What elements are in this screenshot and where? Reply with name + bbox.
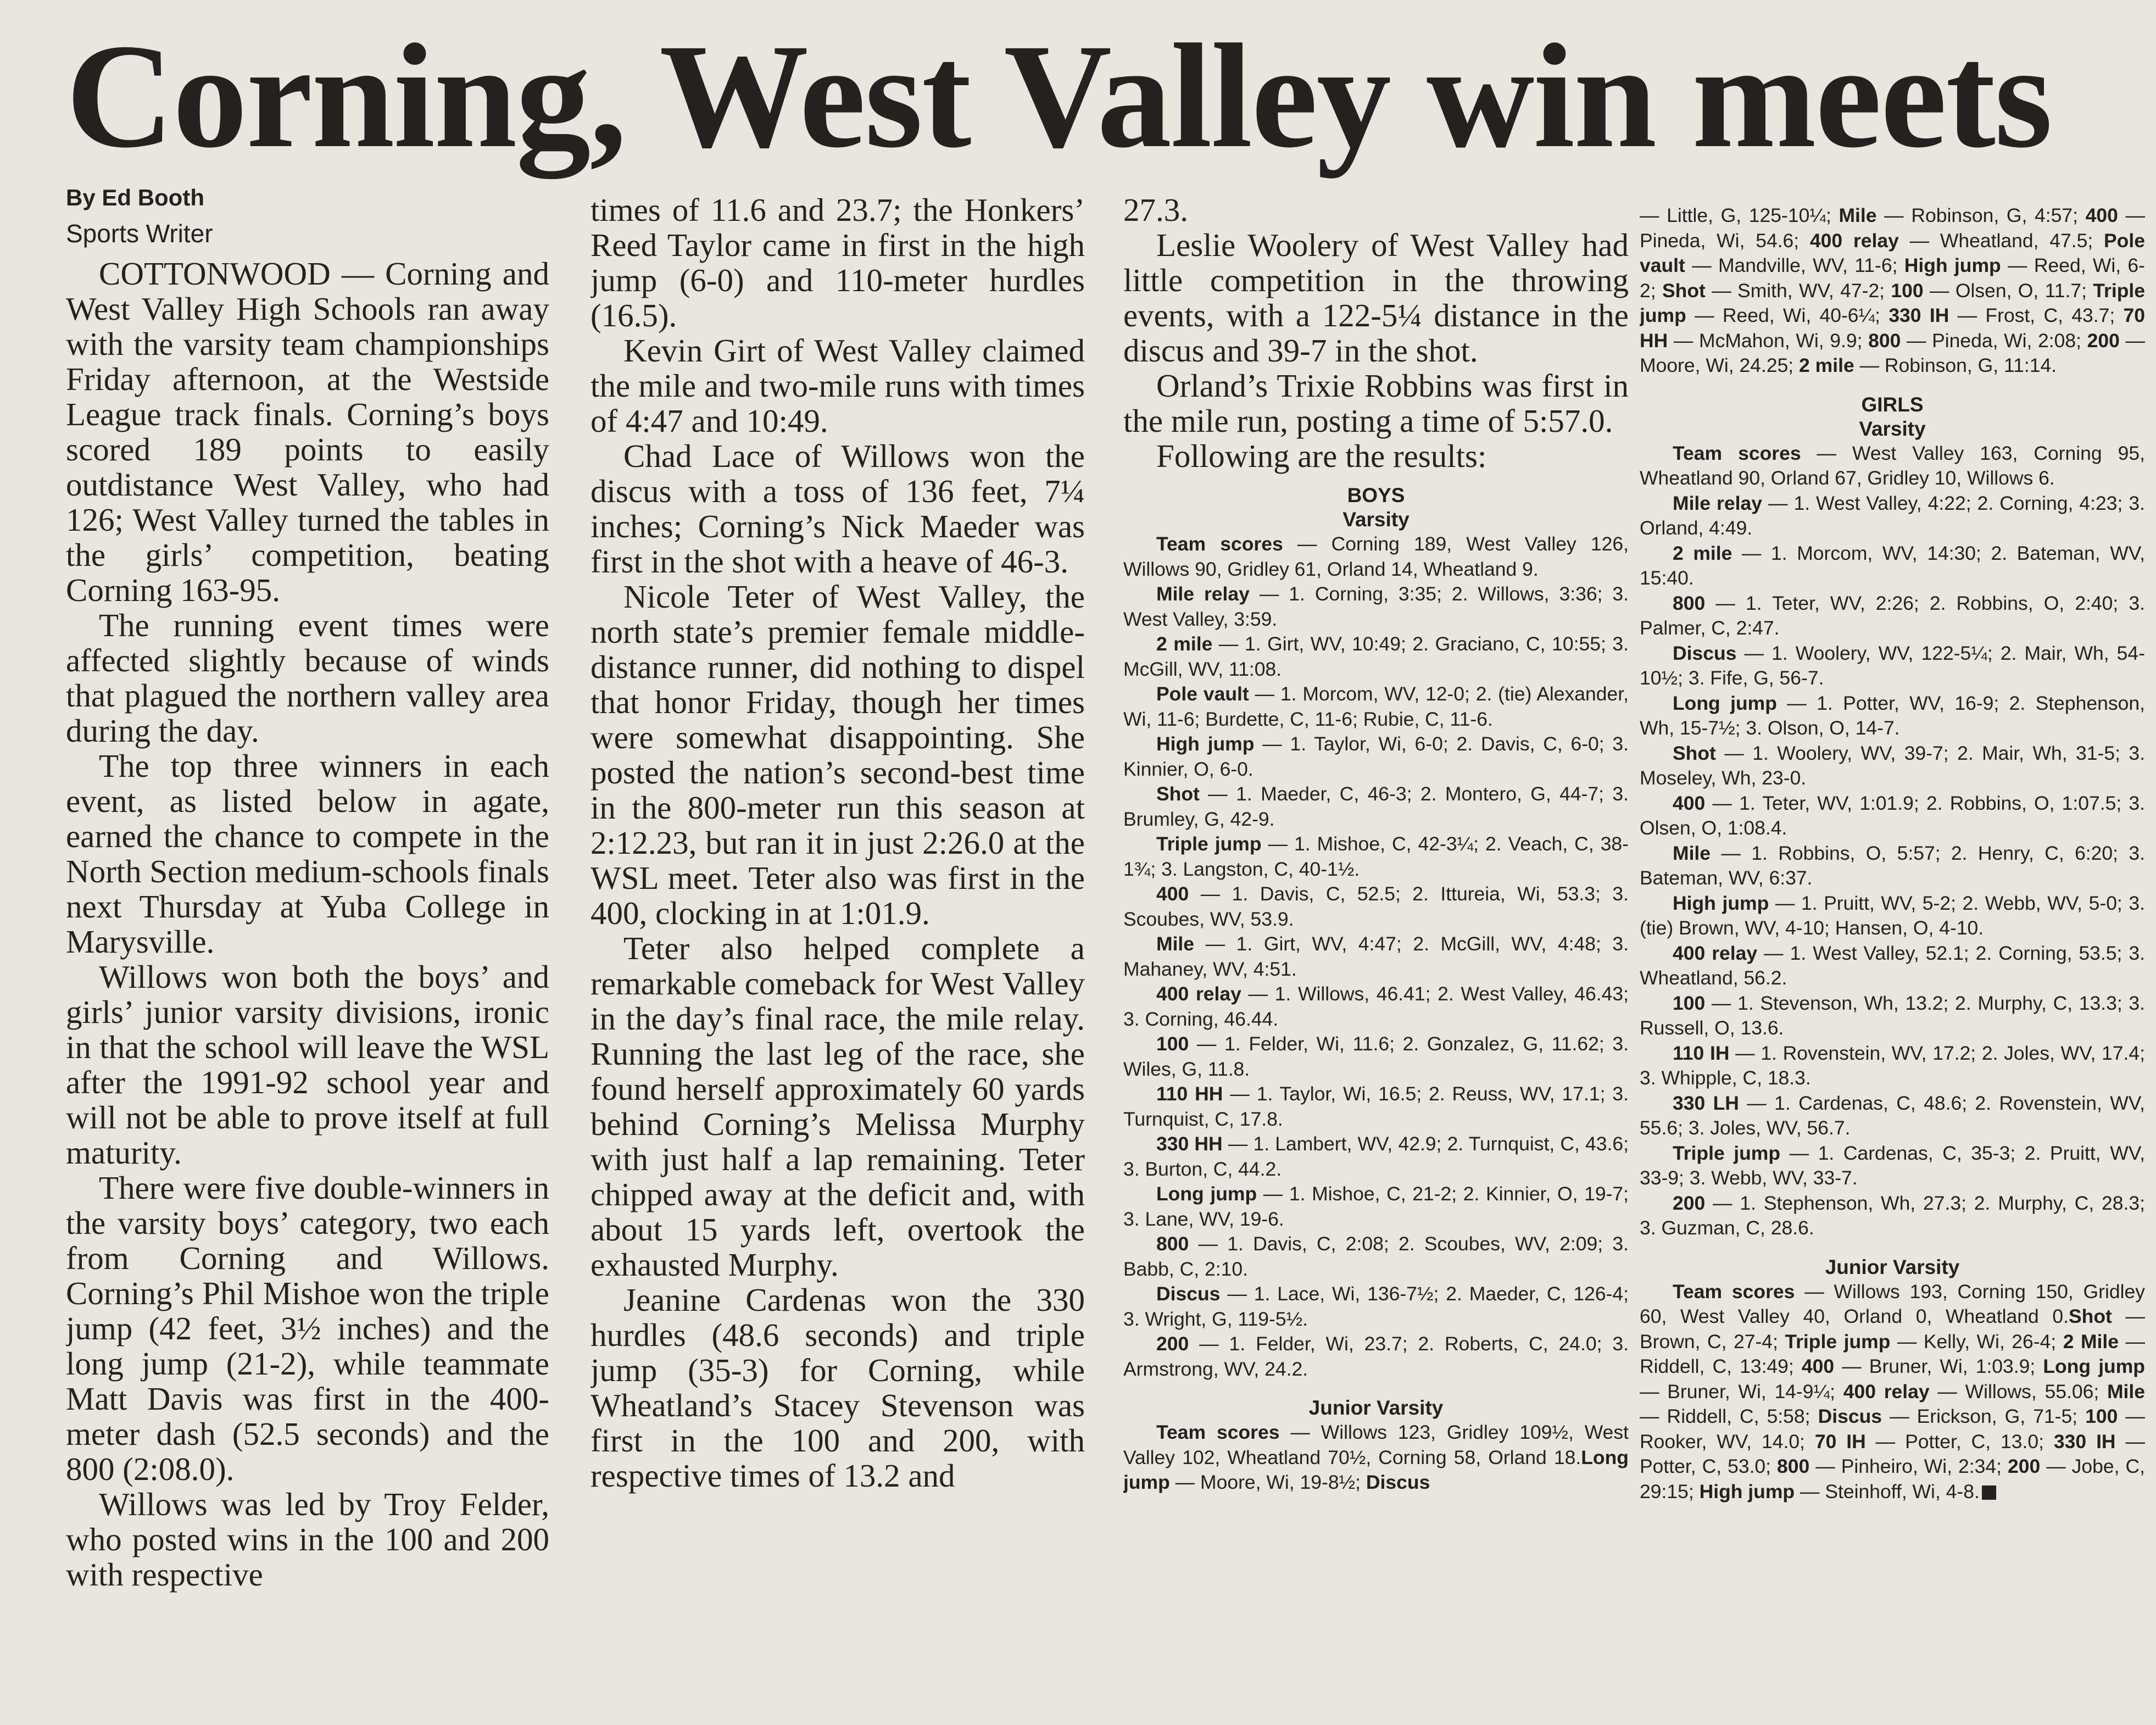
event-label: 2 mile <box>1673 542 1732 564</box>
results-paragraph <box>1640 741 2145 791</box>
event-label: Shot <box>1673 742 1716 764</box>
event-label: Team scores <box>1673 442 1801 464</box>
event-label: 400 relay <box>1843 1380 1930 1403</box>
event-label: 2 Mile <box>2063 1330 2119 1353</box>
results-paragraph <box>1640 441 2145 491</box>
results-paragraph <box>1123 1082 1629 1132</box>
event-label: 800 <box>1156 1233 1189 1255</box>
event-label: 330 IH <box>2053 1430 2116 1453</box>
results-paragraph <box>1123 1332 1629 1382</box>
event-result: — Riddell, C, 5:58; <box>1640 1405 1818 1427</box>
results-paragraph <box>1123 782 1629 832</box>
event-result: — 1. Rovenstein, WV, 17.2; 2. Joles, WV, 17.4; 3. Whipple, C, 18.3. <box>1640 1042 2145 1089</box>
event-result: — 1. Davis, C, 52.5; 2. Ittureia, Wi, 53.3; 3. Scoubes, WV, 53.9. <box>1123 883 1629 930</box>
boys-varsity-heading: Varsity <box>1342 508 1410 531</box>
story-paragraph: times of 11.6 and 23.7; the Honkers’ Reed Taylor came in first in the high jump (6-0) and 110-meter hurdles (16.5). <box>590 192 1085 333</box>
results-paragraph <box>1123 932 1629 982</box>
event-result: — 1. Taylor, Wi, 16.5; 2. Reuss, WV, 17.1; 3. Turnquist, C, 17.8. <box>1123 1083 1629 1130</box>
results-paragraph <box>1640 1091 2145 1141</box>
event-label: Discus <box>1156 1283 1221 1305</box>
results-paragraph <box>1640 1141 2145 1191</box>
results-paragraph <box>1123 982 1629 1032</box>
event-result: — Pinheiro, Wi, 2:34; <box>1809 1455 2008 1477</box>
story-paragraph: Willows was led by Troy Felder, who posted wins in the 100 and 200 with respective <box>66 1486 549 1593</box>
event-result: — Moore, Wi, 24.25; <box>1640 329 2145 376</box>
event-label: 200 <box>1673 1192 1706 1214</box>
event-label: Triple jump <box>1640 279 2145 326</box>
event-label: High jump <box>1699 1480 1795 1503</box>
event-result: — Corning 189, West Valley 126, Willows 90, Gridley 61, Orland 14, Wheatland 9. <box>1123 533 1629 580</box>
event-label: 110 IH <box>1673 1042 1730 1064</box>
event-result: — West Valley 163, Corning 95, Wheatland 90, Orland 67, Gridley 10, Willows 6. <box>1640 442 2145 489</box>
event-label: Shot <box>1156 783 1200 805</box>
event-result: — 1. Felder, Wi, 11.6; 2. Gonzalez, G, 11.62; 3. Wiles, G, 11.8. <box>1123 1033 1629 1080</box>
event-label: 2 mile <box>1156 633 1213 655</box>
results-paragraph <box>1640 203 2145 379</box>
story-paragraph: Leslie Woolery of West Valley had little competition in the throwing events, with a 122-5¼ distance in the discus and 39-7 in the shot. <box>1123 227 1629 369</box>
results-paragraph <box>1640 941 2145 991</box>
event-label: 400 <box>1673 792 1706 814</box>
event-label: 330 IH <box>1888 304 1949 326</box>
event-result: — Willows, 55.06; <box>1929 1380 2107 1403</box>
event-label: 70 IH <box>1814 1430 1866 1453</box>
event-result: — 1. Taylor, Wi, 6-0; 2. Davis, C, 6-0; 3. Kinnier, O, 6-0. <box>1123 733 1629 780</box>
event-result: — 1. Maeder, C, 46-3; 2. Montero, G, 44-7; 3. Brumley, G, 42-9. <box>1123 783 1629 830</box>
event-result: — 1. Mishoe, C, 42-3¼; 2. Veach, C, 38-1¾; 3. Langston, C, 40-1½. <box>1123 833 1629 880</box>
results-paragraph <box>1123 532 1629 582</box>
story-column-1 <box>66 181 549 1703</box>
event-label: Team scores <box>1156 1421 1280 1443</box>
event-result: — Reed, Wi, 6-2; <box>1640 254 2145 302</box>
event-label: Shot <box>2068 1305 2112 1327</box>
story-paragraph: Jeanine Cardenas won the 330 hurdles (48.6 seconds) and triple jump (35-3) for Corning, while Wheatland’s Stacey Stevenson was first in the 100 and 200, with respective times of 13.2 and <box>590 1282 1085 1494</box>
event-label: 70 HH <box>1640 304 2145 352</box>
event-label: High jump <box>1673 892 1769 914</box>
event-label: Discus <box>1366 1471 1430 1493</box>
event-result: — 1. Willows, 46.41; 2. West Valley, 46.43; 3. Corning, 46.44. <box>1123 983 1629 1030</box>
event-label: 400 <box>2085 204 2118 226</box>
event-result: — 1. Teter, WV, 2:26; 2. Robbins, O, 2:40; 3. Palmer, C, 2:47. <box>1640 592 2145 639</box>
event-result: — Willows 123, Gridley 109½, West Valley 102, Wheatland 70½, Corning 58, Orland 18. <box>1123 1421 1629 1468</box>
results-paragraph <box>1640 691 2145 741</box>
event-label: Discus <box>1818 1405 1882 1427</box>
boys-jv-continued <box>1640 203 2145 1504</box>
event-result: — 1. Lambert, WV, 42.9; 2. Turnquist, C, 43.6; 3. Burton, C, 44.2. <box>1123 1133 1629 1180</box>
event-label: 400 <box>1801 1355 1835 1377</box>
event-label: 330 HH <box>1156 1133 1223 1155</box>
girls-jv-list <box>1640 1279 2145 1505</box>
event-label: Mile relay <box>1673 492 1762 514</box>
event-label: 400 <box>1156 883 1189 905</box>
event-result: — Frost, C, 43.7; <box>1949 304 2124 326</box>
event-label: Mile <box>2107 1380 2145 1403</box>
event-label: 110 HH <box>1156 1083 1223 1105</box>
results-paragraph <box>1640 841 2145 891</box>
event-label: Triple jump <box>1785 1330 1891 1353</box>
event-result: — 1. Felder, Wi, 23.7; 2. Roberts, C, 24.0; 3. Armstrong, WV, 24.2. <box>1123 1333 1629 1380</box>
event-result: — Brown, C, 27-4; <box>1640 1305 2145 1353</box>
event-result: — Moore, Wi, 19-8½; <box>1169 1471 1366 1493</box>
event-label: Team scores <box>1673 1280 1795 1303</box>
event-result: — Willows 193, Corning 150, Gridley 60, West Valley 40, Orland 0, Wheatland 0. <box>1640 1280 2145 1327</box>
story-paragraph: The running event times were affected slightly because of winds that plagued the northern valley area during the day. <box>66 607 549 749</box>
event-label: 100 <box>1891 279 1924 302</box>
event-result: — 1. Cardenas, C, 35-3; 2. Pruitt, WV, 33-9; 3. Webb, WV, 33-7. <box>1640 1142 2145 1189</box>
results-paragraph <box>1123 1282 1629 1332</box>
event-result: — 1. Robbins, O, 5:57; 2. Henry, C, 6:20; 3. Bateman, WV, 6:37. <box>1640 842 2145 889</box>
headline: Corning, West Valley win meets <box>66 13 2052 179</box>
event-label: 330 LH <box>1673 1092 1739 1114</box>
event-label: Triple jump <box>1673 1142 1781 1164</box>
event-result: — Riddell, C, 13:49; <box>1640 1330 2145 1377</box>
results-paragraph <box>1640 891 2145 941</box>
story-paragraph: The top three winners in each event, as listed below in agate, earned the chance to compete in the North Section medium-schools finals next Thursday at Yuba College in Marysville. <box>66 748 549 960</box>
event-result: — Robinson, G, 11:14. <box>1854 354 2057 376</box>
event-label: Mile <box>1673 842 1711 864</box>
event-label: 200 <box>2007 1455 2041 1477</box>
event-result: — 1. Pruitt, WV, 5-2; 2. Webb, WV, 5-0; 3. (tie) Brown, WV, 4-10; Hansen, O, 4-10. <box>1640 892 2145 939</box>
event-label: Pole vault <box>1640 229 2145 276</box>
event-result: — 1. West Valley, 52.1; 2. Corning, 53.5; 3. Wheatland, 56.2. <box>1640 942 2145 989</box>
event-label: 200 <box>2087 329 2120 352</box>
results-paragraph <box>1123 1132 1629 1182</box>
event-result: — 1. West Valley, 4:22; 2. Corning, 4:23; 3. Orland, 4:49. <box>1640 492 2145 539</box>
event-label: 800 <box>1777 1455 1810 1477</box>
event-label: Discus <box>1673 642 1737 664</box>
boys-jv-continued-list <box>1640 203 2145 379</box>
event-result: — 1. Cardenas, C, 48.6; 2. Rovenstein, WV, 55.6; 3. Joles, WV, 56.7. <box>1640 1092 2145 1139</box>
results-paragraph <box>1123 882 1629 932</box>
story-column-3 <box>1123 192 1629 1714</box>
event-result: — McMahon, Wi, 9.9; <box>1668 329 1869 352</box>
results-paragraph <box>1640 991 2145 1041</box>
results-paragraph <box>1123 582 1629 632</box>
results-column-4 <box>1640 203 2145 1725</box>
story-paragraph: There were five double-winners in the varsity boys’ category, two each from Corning and Willows. Corning’s Phil Mishoe won the triple jump (42 feet, 3½ inches) and the long jump (21-2), while teammate Matt Davis was first in the 400-meter dash (52.5 seconds) and the 800 (2:08.0). <box>66 1170 549 1487</box>
event-result: — Wheatland, 47.5; <box>1898 229 2104 252</box>
event-result: — 1. Girt, WV, 10:49; 2. Graciano, C, 10:55; 3. McGill, WV, 11:08. <box>1123 633 1629 680</box>
results-paragraph <box>1123 1032 1629 1082</box>
event-result: — Rooker, WV, 14.0; <box>1640 1405 2145 1453</box>
story-col1-body <box>66 256 549 1592</box>
results-paragraph <box>1640 791 2145 841</box>
story-paragraph: Orland’s Trixie Robbins was first in the mile run, posting a time of 5:57.0. <box>1123 368 1629 439</box>
byline-role: Sports Writer <box>66 219 213 248</box>
event-result: — Bruner, Wi, 1:03.9; <box>1834 1355 2043 1377</box>
event-label: High jump <box>1156 733 1255 755</box>
event-result: — Smith, WV, 47-2; <box>1705 279 1891 302</box>
results-paragraph <box>1123 1420 1629 1495</box>
event-label: Mile <box>1156 933 1195 955</box>
results-paragraph <box>1123 732 1629 782</box>
end-mark <box>1982 1485 1996 1500</box>
results-paragraph <box>1640 1279 2145 1505</box>
event-label: Triple jump <box>1156 833 1262 855</box>
event-result: — Jobe, C, 29:15; <box>1640 1455 2145 1503</box>
event-label: Pole vault <box>1156 683 1249 705</box>
results-paragraph <box>1123 632 1629 682</box>
results-paragraph <box>1640 541 2145 591</box>
boys-varsity-list <box>1123 532 1629 1382</box>
event-label: Long jump <box>1673 692 1777 714</box>
event-label: 100 <box>2085 1405 2118 1427</box>
event-result: — 1. Teter, WV, 1:01.9; 2. Robbins, O, 1:07.5; 3. Olsen, O, 1:08.4. <box>1640 792 2145 839</box>
results-paragraph <box>1640 641 2145 691</box>
event-result: — Steinhoff, Wi, 4-8. <box>1795 1480 1980 1503</box>
event-result: — Reed, Wi, 40-6¼; <box>1686 304 1889 326</box>
event-result: — Bruner, Wi, 14-9¼; <box>1640 1380 1843 1403</box>
story-paragraph: Chad Lace of Willows won the discus with a toss of 136 feet, 7¼ inches; Corning’s Nick Maeder was first in the shot with a heave of 46-3. <box>590 438 1085 580</box>
story-column-2 <box>590 192 1085 1714</box>
results-paragraph <box>1640 1191 2145 1241</box>
results-paragraph <box>1123 1182 1629 1232</box>
event-label: 400 relay <box>1673 942 1758 964</box>
boys-jv-heading: Junior Varsity <box>1308 1396 1444 1419</box>
story-paragraph: 27.3. <box>1123 192 1188 228</box>
event-label: Mile <box>1839 204 1877 226</box>
event-label: Team scores <box>1156 533 1283 555</box>
results-paragraph <box>1640 491 2145 541</box>
event-result: — Olsen, O, 11.7; <box>1923 279 2093 302</box>
story-paragraph: COTTONWOOD — Corning and West Valley High Schools ran away with the varsity team championships Friday afternoon, at the Westside League track finals. Corning’s boys scored 189 points to easily outdistance West Valley, who had 126; West Valley turned the tables in the girls’ competition, beating Corning 163-95. <box>66 255 549 608</box>
results-paragraph <box>1640 1041 2145 1091</box>
event-result: — Kelly, Wi, 26-4; <box>1890 1330 2063 1353</box>
results-paragraph <box>1123 832 1629 882</box>
story-paragraph: Willows won both the boys’ and girls’ junior varsity divisions, ironic in that the school will leave the WSL after the 1991-92 school year and will not be able to prove itself at full maturity. <box>66 959 549 1171</box>
event-result: — Pineda, Wi, 54.6; <box>1640 204 2145 252</box>
girls-varsity-list <box>1640 441 2145 1241</box>
results-paragraph <box>1640 591 2145 641</box>
girls-jv-heading: Junior Varsity <box>1825 1255 1960 1278</box>
story-col3-body <box>1123 192 1629 474</box>
event-label: 800 <box>1868 329 1901 352</box>
event-label: High jump <box>1904 254 2001 276</box>
boys-jv-list <box>1123 1420 1629 1495</box>
event-result: — 1. Lace, Wi, 136-7½; 2. Maeder, C, 126-4; 3. Wright, G, 119-5½. <box>1123 1283 1629 1330</box>
event-result: — 1. Woolery, WV, 122-5¼; 2. Mair, Wh, 54-10½; 3. Fife, G, 56-7. <box>1640 642 2145 689</box>
event-result: — 1. Stevenson, Wh, 13.2; 2. Murphy, C, 13.3; 3. Russell, O, 13.6. <box>1640 992 2145 1039</box>
event-result: — Robinson, G, 4:57; <box>1876 204 2086 226</box>
event-result: — 1. Woolery, WV, 39-7; 2. Mair, Wh, 31-5; 3. Moseley, Wh, 23-0. <box>1640 742 2145 789</box>
story-col2-body <box>590 192 1085 1493</box>
story-paragraph: Nicole Teter of West Valley, the north state’s premier female middle-distance runner, did nothing to dispel that honor Friday, though her times were somewhat disappointing. She posted the nation’s second-best time in the 800-meter run this season at 2:12.23, but ran it in just 2:26.0 at the WSL meet. Teter also was first in the 400, clocking in at 1:01.9. <box>590 578 1085 931</box>
girls-varsity-heading: Varsity <box>1859 417 1926 440</box>
story-paragraph: Following are the results: <box>1156 438 1487 474</box>
event-result: — Pineda, Wi, 2:08; <box>1901 329 2087 352</box>
event-label: 400 relay <box>1156 983 1241 1005</box>
event-result: — Potter, C, 53.0; <box>1640 1430 2145 1477</box>
event-result: — Mandville, WV, 11-6; <box>1685 254 1904 276</box>
story-paragraph: Kevin Girt of West Valley claimed the mile and two-mile runs with times of 4:47 and 10:49. <box>590 332 1085 439</box>
boys-heading: BOYS <box>1347 484 1405 507</box>
event-label: Long jump <box>1123 1446 1629 1493</box>
event-result: — Potter, C, 13.0; <box>1865 1430 2054 1453</box>
results-paragraph <box>1123 1232 1629 1282</box>
event-result: — Erickson, G, 71-5; <box>1882 1405 2086 1427</box>
event-result: — Little, G, 125-10¼; <box>1640 204 1839 226</box>
event-label: 400 relay <box>1809 229 1899 252</box>
event-result: — 1. Davis, C, 2:08; 2. Scoubes, WV, 2:09; 3. Babb, C, 2:10. <box>1123 1233 1629 1280</box>
story-paragraph: Teter also helped complete a remarkable comeback for West Valley in the day’s final race, the mile relay. Running the last leg of the race, she found herself approximately 60 yards behind Corning’s Melissa Murphy with just half a lap remaining. Teter chipped away at the deficit and, with about 15 yards left, overtook the exhausted Murphy. <box>590 930 1085 1283</box>
event-label: 2 mile <box>1799 354 1854 376</box>
boys-results <box>1123 483 1629 1495</box>
event-label: Shot <box>1662 279 1706 302</box>
event-result: — 1. Morcom, WV, 12-0; 2. (tie) Alexander, Wi, 11-6; Burdette, C, 11-6; Rubie, C, 11-6. <box>1123 683 1629 730</box>
event-result: — 1. Potter, WV, 16-9; 2. Stephenson, Wh, 15-7½; 3. Olson, O, 14-7. <box>1640 692 2145 739</box>
event-label: 200 <box>1156 1333 1189 1355</box>
event-label: 100 <box>1156 1033 1189 1055</box>
event-label: 800 <box>1673 592 1706 614</box>
event-result: — 1. Corning, 3:35; 2. Willows, 3:36; 3. West Valley, 3:59. <box>1123 583 1629 630</box>
event-label: 100 <box>1673 992 1706 1014</box>
byline-name: By Ed Booth <box>66 185 204 210</box>
event-result: — 1. Stephenson, Wh, 27.3; 2. Murphy, C, 28.3; 3. Guzman, C, 28.6. <box>1640 1192 2145 1239</box>
event-label: Long jump <box>2043 1355 2145 1377</box>
results-paragraph <box>1123 682 1629 732</box>
event-result: — 1. Girt, WV, 4:47; 2. McGill, WV, 4:48; 3. Mahaney, WV, 4:51. <box>1123 933 1629 980</box>
girls-heading: GIRLS <box>1861 393 1924 416</box>
event-label: Long jump <box>1156 1183 1257 1205</box>
event-result: — 1. Morcom, WV, 14:30; 2. Bateman, WV, 15:40. <box>1640 542 2145 589</box>
event-result: — 1. Mishoe, C, 21-2; 2. Kinnier, O, 19-7; 3. Lane, WV, 19-6. <box>1123 1183 1629 1230</box>
event-label: Mile relay <box>1156 583 1250 605</box>
